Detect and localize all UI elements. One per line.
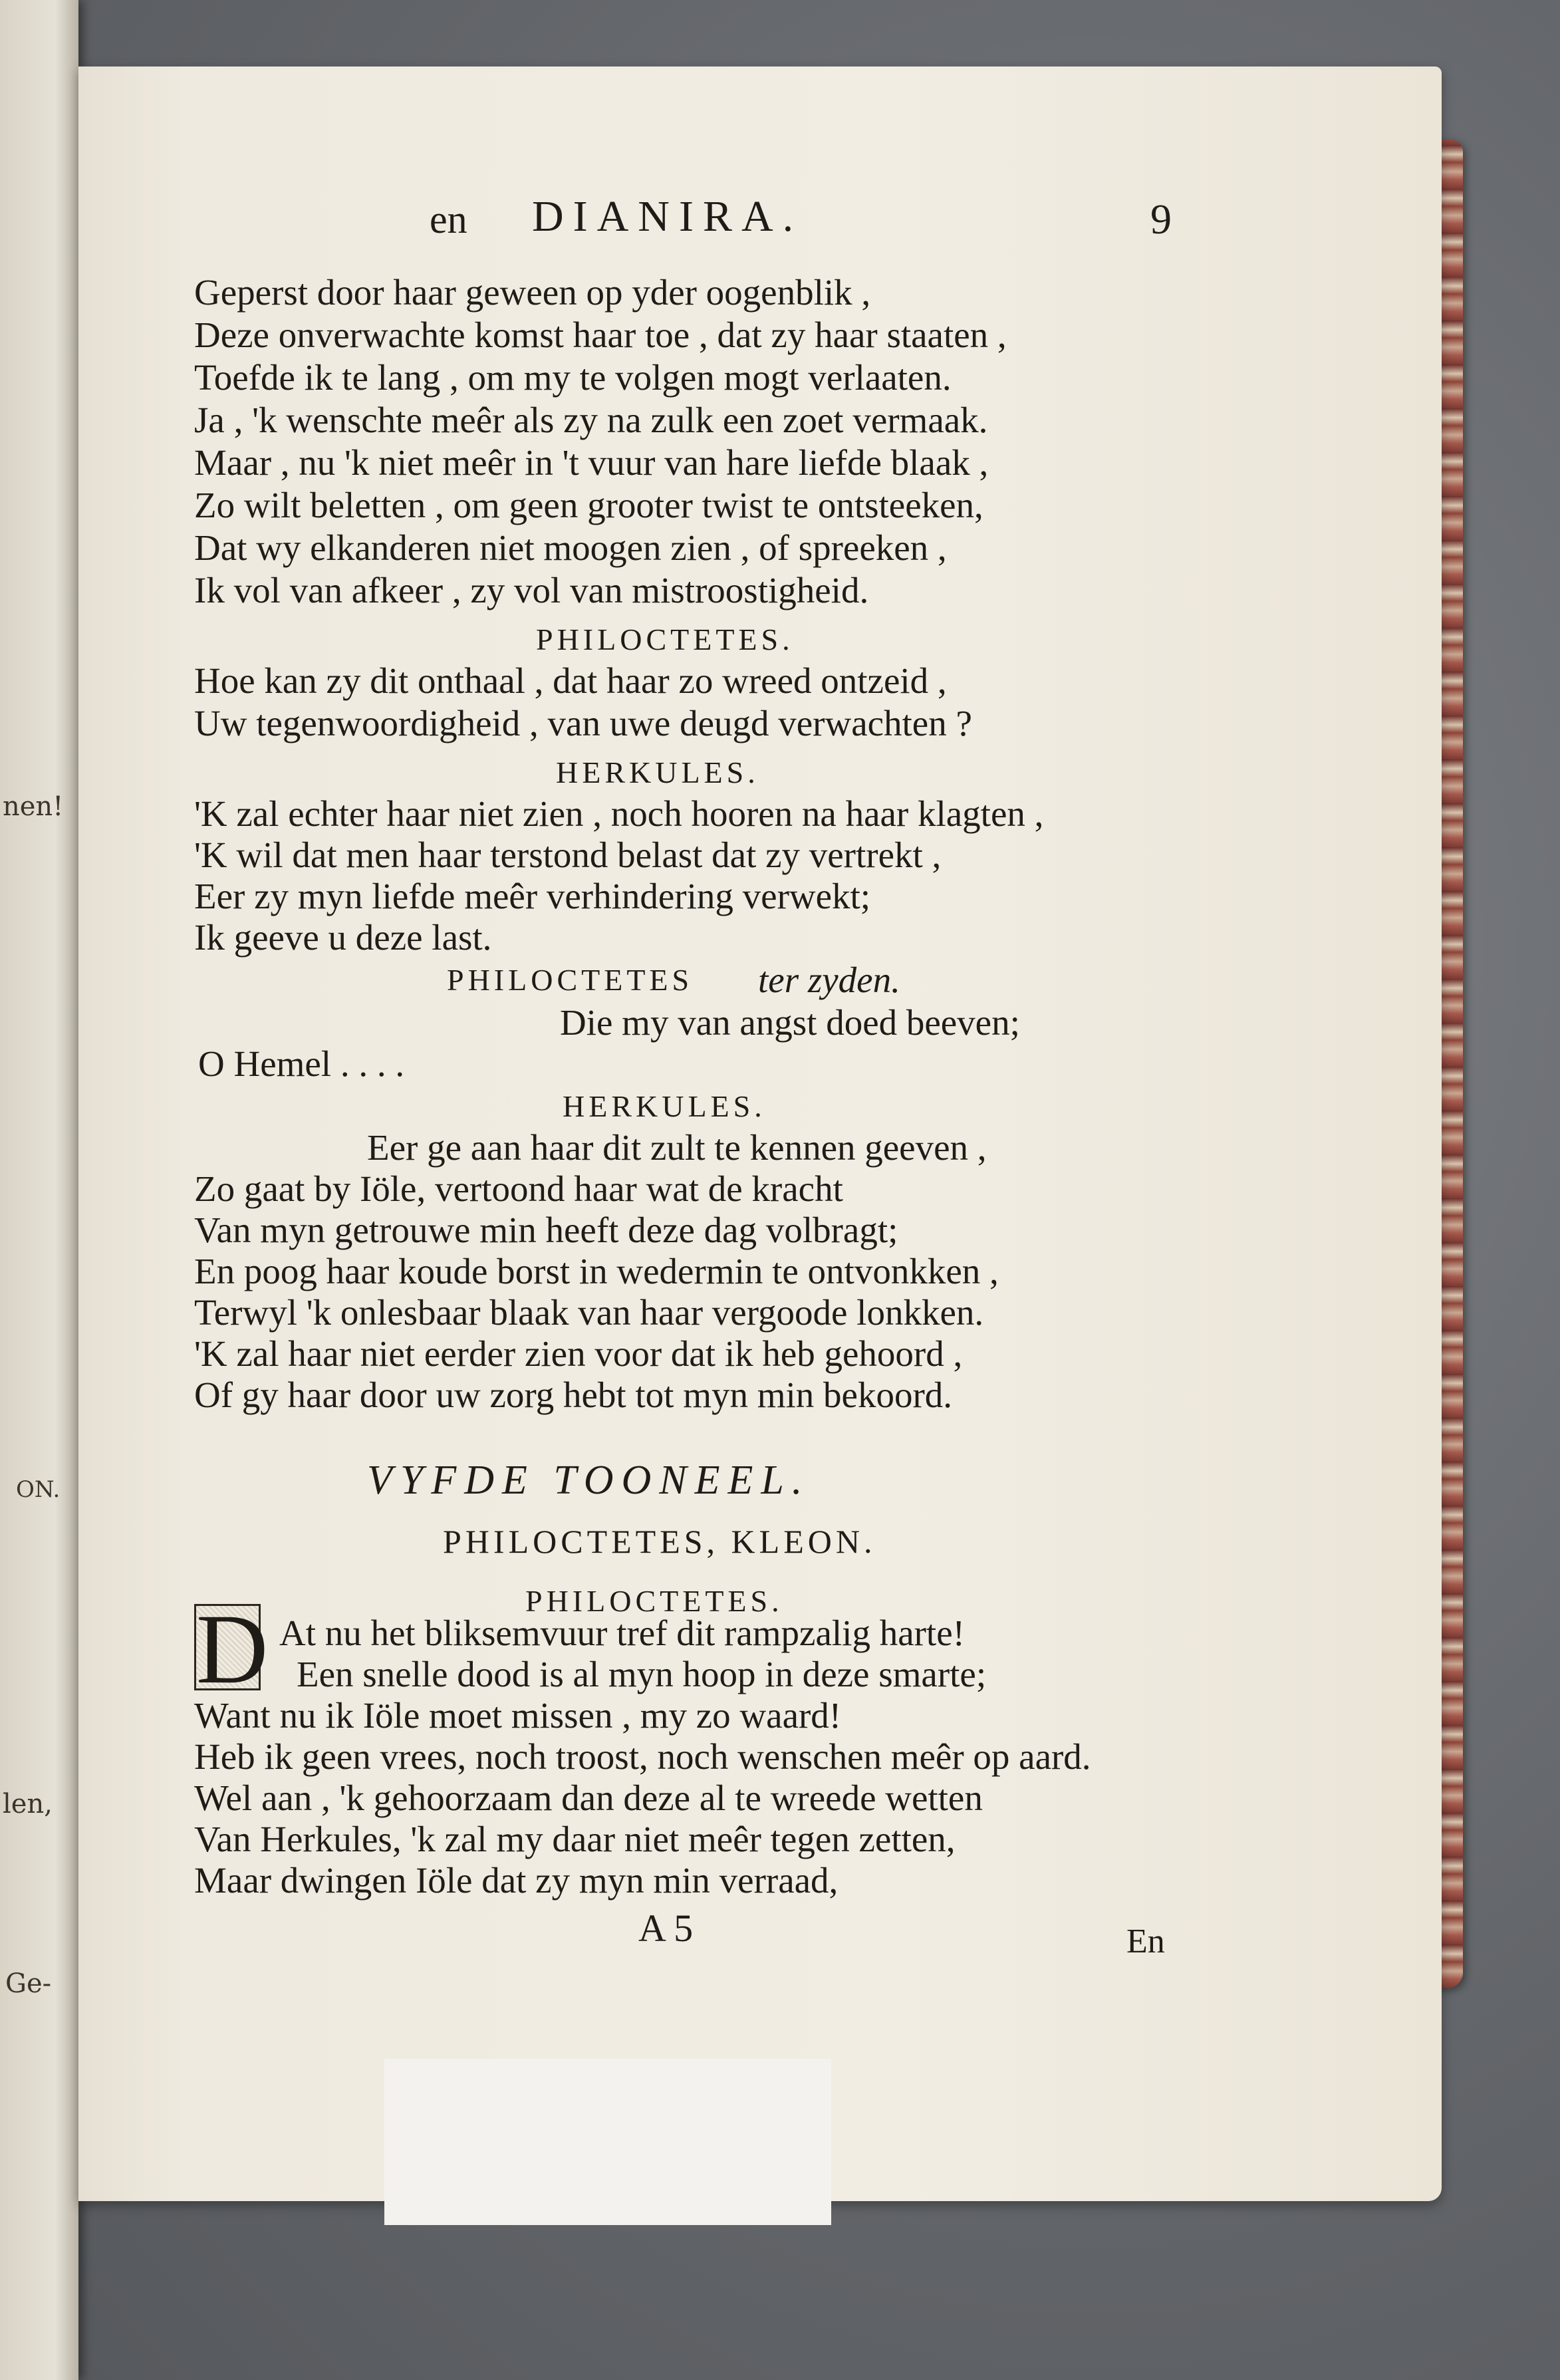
verse-line: Hoe kan zy dit onthaal , dat haar zo wreed ontzeid , <box>194 660 947 701</box>
verse-line: 'K zal haar niet eerder zien voor dat ik heb gehoord , <box>194 1333 963 1374</box>
verse-line: Ik vol van afkeer , zy vol van mistroostigheid. <box>194 570 869 610</box>
speaker-name: PHILOCTETES. <box>536 622 794 656</box>
verse-line: At nu het bliksemvuur tref dit rampzalig harte! <box>279 1613 965 1653</box>
verse-line: Want nu ik Iöle moet missen , my zo waard! <box>194 1695 842 1736</box>
verse-line: Wel aan , 'k gehoorzaam dan deze al te wreede wetten <box>194 1778 983 1818</box>
verse-line: Ik geeve u deze last. <box>194 917 492 958</box>
speaker-name: PHILOCTETES. <box>525 1584 783 1618</box>
signature-mark: A 5 <box>638 1907 694 1950</box>
verse-line: Eer zy myn liefde meêr verhindering verwekt; <box>194 876 871 916</box>
verse-line: Van Herkules, 'k zal my daar niet meêr tegen zetten, <box>194 1819 956 1859</box>
margin-fragment: Ge- <box>5 1968 52 1999</box>
speaker-name: PHILOCTETES <box>447 963 694 997</box>
speaker-name: HERKULES. <box>563 1089 766 1123</box>
verse-line: 'K zal echter haar niet zien , noch hooren na haar klagten , <box>194 793 1044 834</box>
verse-line: O Hemel . . . . <box>198 1043 405 1084</box>
verse-line: Heb ik geen vrees, noch troost, noch wenschen meêr op aard. <box>194 1736 1091 1777</box>
scene-characters: PHILOCTETES, KLEON. <box>443 1523 876 1560</box>
margin-fragment: nen! <box>3 791 64 822</box>
catchword: En <box>1126 1922 1165 1960</box>
verse-line: Maar , nu 'k niet meêr in 't vuur van hare liefde blaak , <box>194 442 989 483</box>
previous-page-edge <box>0 0 78 2380</box>
running-title: DIANIRA. <box>532 192 803 241</box>
verse-line: 'K wil dat men haar terstond belast dat zy vertrekt , <box>194 835 942 875</box>
verse-line: Maar dwingen Iöle dat zy myn min verraad, <box>194 1860 839 1901</box>
scene-heading: VYFDE TOONEEL. <box>367 1458 811 1503</box>
verse-line: Ja , 'k wenschte meêr als zy na zulk een zoet vermaak. <box>194 400 988 440</box>
speaker-name: HERKULES. <box>556 755 759 789</box>
verse-line: Die my van angst doed beeven; <box>560 1002 1020 1043</box>
verse-line: Of gy haar door uw zorg hebt tot myn min bekoord. <box>194 1375 953 1415</box>
margin-fragment: len, <box>3 1789 53 1819</box>
verse-line: En poog haar koude borst in wedermin te ontvonkken , <box>194 1251 999 1291</box>
verse-line: Zo gaat by Iöle, vertoond haar wat de kracht <box>194 1168 843 1209</box>
verse-line: Van myn getrouwe min heeft deze dag volbragt; <box>194 1210 898 1250</box>
verse-line: Uw tegenwoordigheid , van uwe deugd verwachten ? <box>194 703 972 743</box>
verse-line: Geperst door haar geween op yder oogenblik , <box>194 272 871 313</box>
margin-fragment: ON. <box>16 1476 61 1503</box>
verse-line: Eer ge aan haar dit zult te kennen geeven , <box>367 1127 987 1168</box>
verse-line: Terwyl 'k onlesbaar blaak van haar vergoode lonkken. <box>194 1292 984 1333</box>
verse-line: Deze onverwachte komst haar toe , dat zy haar staaten , <box>194 315 1007 355</box>
stage-direction: ter zyden. <box>758 960 900 1000</box>
redaction-patch <box>384 2059 831 2225</box>
decorated-initial: D <box>194 1604 261 1690</box>
verse-line: Toefde ik te lang , om my te volgen mogt verlaaten. <box>194 357 952 398</box>
header-left: en <box>430 198 467 241</box>
verse-line: Een snelle dood is al myn hoop in deze smarte; <box>297 1654 987 1694</box>
verse-line: Dat wy elkanderen niet moogen zien , of spreeken , <box>194 527 947 568</box>
verse-line: Zo wilt beletten , om geen grooter twist te ontsteeken, <box>194 485 983 525</box>
page-number: 9 <box>1150 196 1172 243</box>
